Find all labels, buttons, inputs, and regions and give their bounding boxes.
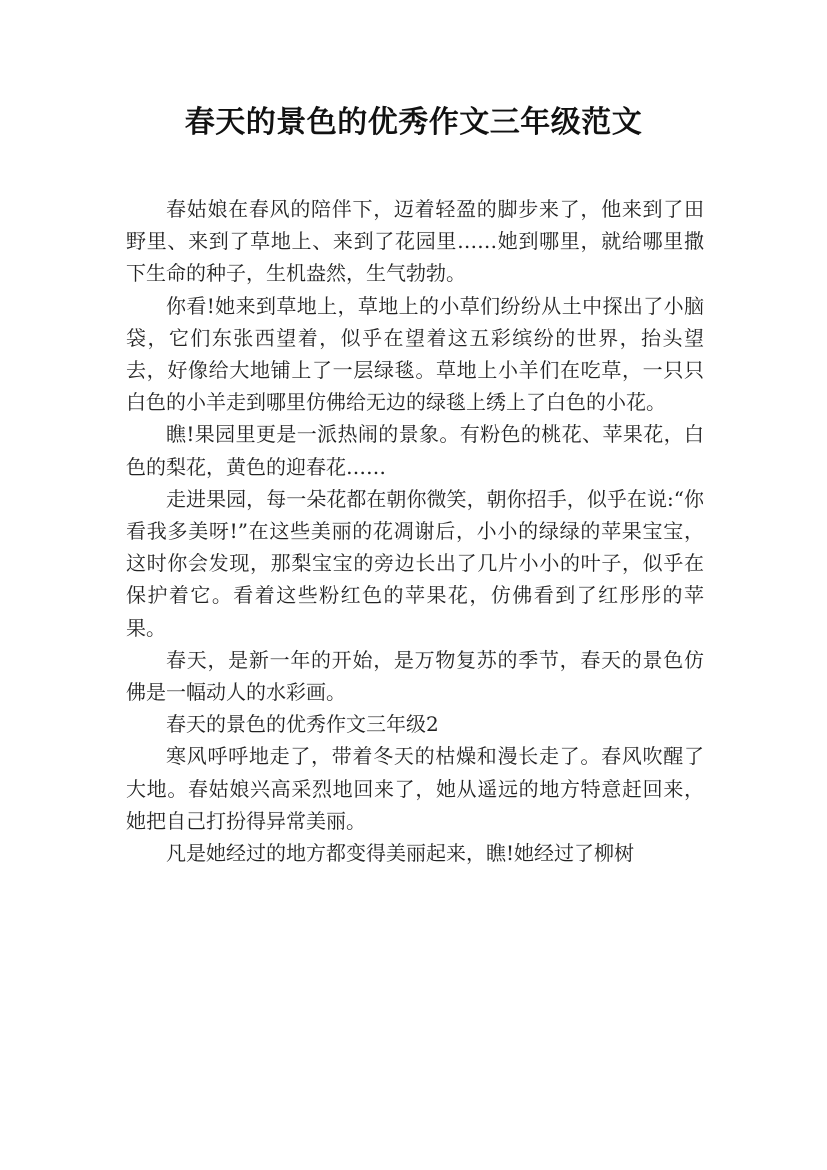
paragraph: 走进果园，每一朵花都在朝你微笑，朝你招手，似乎在说:“你看我多美呀!”在这些美丽的花凋谢后，小小的绿绿的苹果宝宝，这时你会发现，那梨宝宝的旁边长出了几片小小的叶子，似乎在保护着它。看着这些粉红色的苹果花，仿佛看到了红彤彤的苹果。 — [126, 486, 704, 640]
paragraph: 春天，是新一年的开始，是万物复苏的季节，春天的景色仿佛是一幅动人的水彩画。 — [126, 647, 704, 705]
paragraph: 瞧!果园里更是一派热闹的景象。有粉色的桃花、苹果花，白色的梨花，黄色的迎春花…… — [126, 422, 704, 479]
paragraph: 你看!她来到草地上，草地上的小草们纷纷从土中探出了小脑袋，它们东张西望着，似乎在望着这五彩缤纷的世界，抬头望去，好像给大地铺上了一层绿毯。草地上小羊们在吃草，一只只白色的小羊走到哪里仿佛给无边的绿毯上绣上了白色的小花。 — [126, 293, 704, 415]
paragraph: 寒风呼呼地走了，带着冬天的枯燥和漫长走了。春风吹醒了大地。春姑娘兴高采烈地回来了，她从遥远的地方特意赶回来，她把自己打扮得异常美丽。 — [126, 744, 704, 833]
paragraph: 凡是她经过的地方都变得美丽起来，瞧!她经过了柳树 — [166, 841, 635, 866]
paragraph: 春姑娘在春风的陪伴下，迈着轻盈的脚步来了，他来到了田野里、来到了草地上、来到了花园里……她到哪里，就给哪里撒下生命的种子，生机盎然，生气勃勃。 — [126, 197, 704, 286]
section-heading: 春天的景色的优秀作文三年级2 — [166, 712, 439, 737]
document-body — [126, 193, 704, 869]
document-title: 春天的景色的优秀作文三年级范文 — [184, 105, 643, 140]
